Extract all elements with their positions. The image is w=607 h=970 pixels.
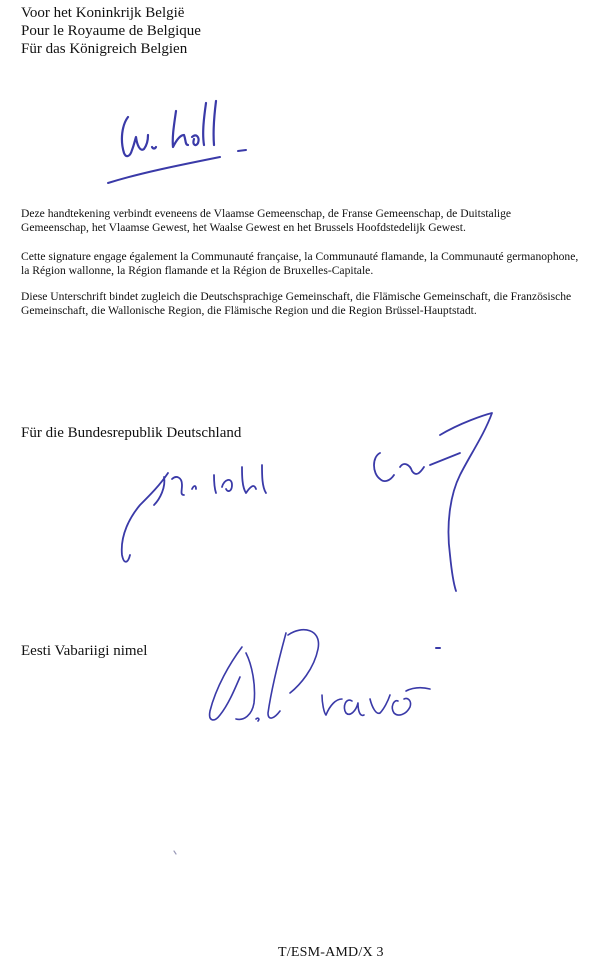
germany-signature <box>110 395 510 595</box>
belgium-heading-nl: Voor het Koninkrijk België <box>21 5 185 21</box>
document-reference: T/ESM-AMD/X 3 <box>278 945 384 960</box>
belgium-heading-fr: Pour le Royaume de Belgique <box>21 23 201 39</box>
estonia-signature <box>200 615 460 745</box>
belgium-note-de: Diese Unterschrift bindet zugleich die Deutschsprachige Gemeinschaft, die Flämische Gemeinschaft, die Französische Gemeinschaft, die Wallonische Region, die Flämische Region und die Region Brüssel-Hauptstadt. <box>21 290 572 317</box>
belgium-note-nl: Deze handtekening verbindt eveneens de Vlaamse Gemeenschap, de Franse Gemeenschap, de Duitstalige Gemeenschap, het Vlaamse Gewest, het Waalse Gewest en het Brussels Hoofdstedelijk Gewest. <box>21 207 512 234</box>
belgium-heading-de: Für das Königreich Belgien <box>21 41 188 57</box>
ink-mark <box>170 848 182 858</box>
germany-heading: Für die Bundesrepublik Deutschland <box>21 425 242 441</box>
belgium-heading-block <box>21 4 201 58</box>
belgium-note-fr: Cette signature engage également la Communauté française, la Communauté flamande, la Communauté germanophone, la Région wallonne, la Région flamande et la Région de Bruxelles-Capitale. <box>21 250 579 277</box>
estonia-heading: Eesti Vabariigi nimel <box>21 643 148 659</box>
belgium-signature <box>100 95 260 190</box>
